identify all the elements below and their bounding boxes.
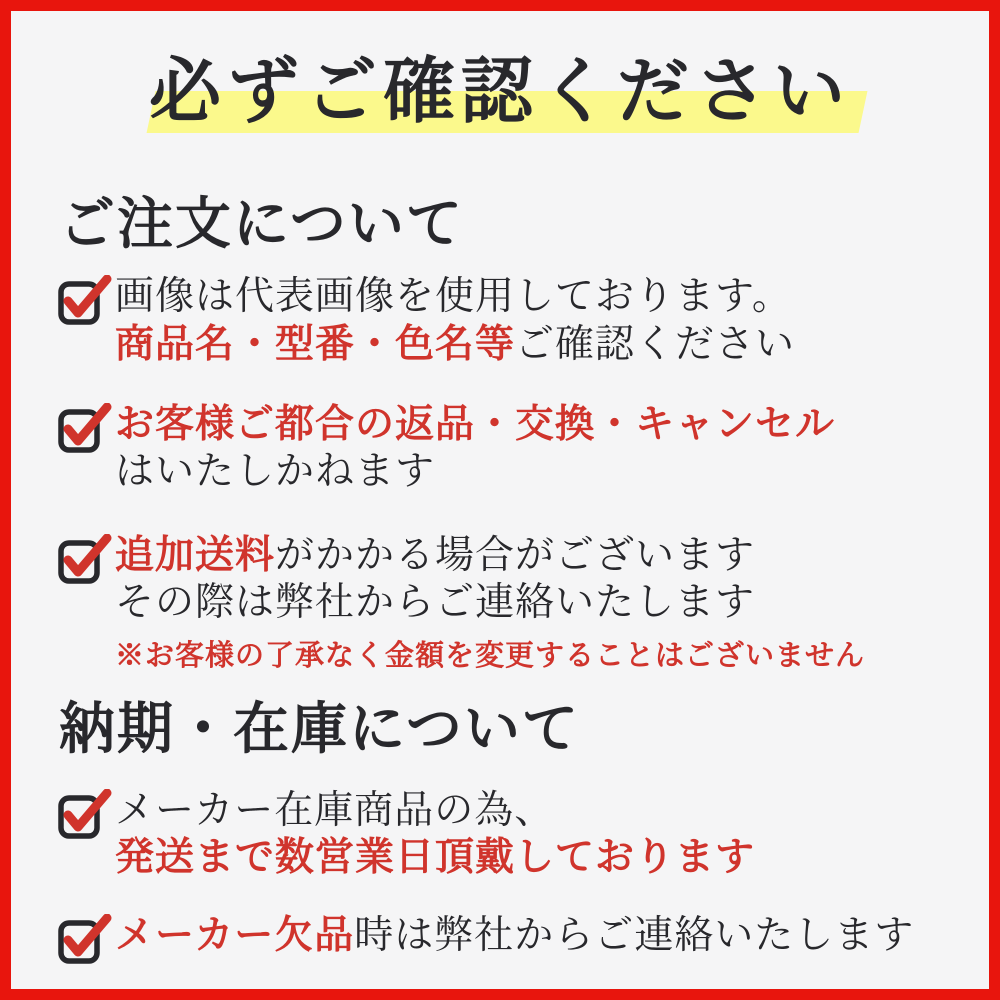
checked-checkbox-icon <box>57 914 113 964</box>
item-text <box>115 273 795 368</box>
checked-checkbox-icon <box>57 534 113 584</box>
text-segment: メーカー在庫商品の為、 <box>115 788 555 832</box>
item-text <box>115 401 835 496</box>
text-segment: 画像は代表画像を使用しております。 <box>115 275 792 319</box>
item-line <box>115 579 865 627</box>
item-line <box>115 834 755 882</box>
item-text <box>115 912 914 960</box>
checked-checkbox-icon <box>57 789 113 839</box>
item-line <box>115 532 865 580</box>
text-segment: がかかる場合がございます <box>275 533 756 577</box>
text-segment: ご確認ください <box>515 322 796 366</box>
text-segment-highlighted: お客様ご都合の返品・交換・キャンセル <box>115 402 836 446</box>
list-item <box>57 912 949 964</box>
checked-checkbox-icon <box>57 403 113 453</box>
section-heading-stock: 納期・在庫について <box>59 699 580 762</box>
text-segment: 時は弊社からご連絡いたします <box>354 913 915 957</box>
item-line <box>115 912 914 960</box>
item-line <box>115 273 795 321</box>
item-footnote: ※お客様の了承なく金額を変更することはございません <box>115 639 866 672</box>
item-line <box>115 321 795 369</box>
text-segment-highlighted: メーカー欠品 <box>115 913 355 957</box>
checked-checkbox-icon <box>57 275 113 325</box>
item-line <box>115 448 835 496</box>
list-item <box>57 532 949 675</box>
list-item <box>57 273 949 368</box>
page-title: 必ずご確認ください <box>148 52 851 132</box>
text-segment-highlighted: 商品名・型番・色名等 <box>115 322 516 366</box>
item-text <box>115 532 865 675</box>
text-segment: その際は弊社からご連絡いたします <box>115 581 756 625</box>
list-item <box>57 787 949 882</box>
text-segment-highlighted: 追加送料 <box>115 533 276 577</box>
list-item <box>57 401 949 496</box>
text-segment: はいたしかねます <box>115 450 436 494</box>
item-text <box>115 787 755 882</box>
item-line <box>115 787 755 835</box>
item-line <box>115 401 835 449</box>
page-title-block <box>51 53 949 137</box>
section-heading-orders: ご注文について <box>59 194 464 256</box>
text-segment-highlighted: 発送まで数営業日頂戴しております <box>115 836 756 880</box>
